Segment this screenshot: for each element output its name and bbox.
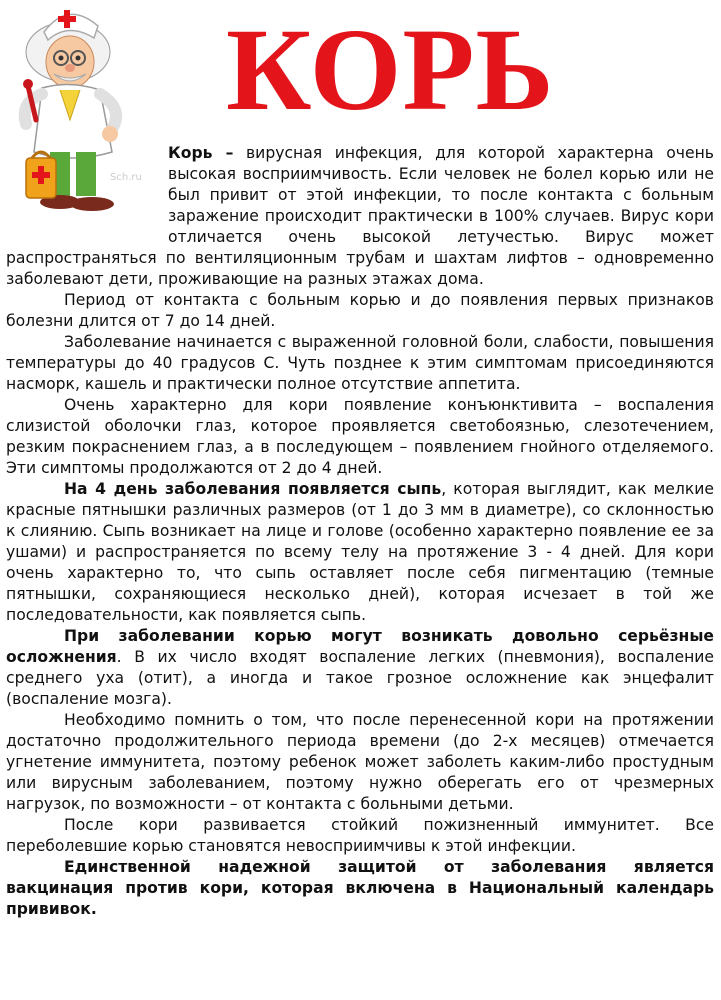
paragraph-immunity-drop: Необходимо помнить о том, что после перенесенной кори на протяжении достаточно продолжительного периода времени (до 2-х месяцев) отмечается угнетение иммунитета, поэтому ребенок может заболеть каким-либо простудным или вирусным заболеванием, поэтому нужно оберегать его от чрезмерных нагрузок, по возможности – от контакта с больными детьми. xyxy=(6,711,714,813)
paragraph-rash: На 4 день заболевания появляется сыпь, которая выглядит, как мелкие красные пятнышки различных размеров (от 1 до 3 мм в диаметре), со склонностью к слиянию. Сыпь возникает на лице и голове (особенно характерно появление ее за ушами) и распространяется по всему телу на протяжение 3 - 4 дней. Для кори очень характерно то, что сыпь оставляет после себя пигментацию (темные пятнышки, сохраняющиеся несколько дней), которая исчезает в той же последовательности, как появляется сыпь. xyxy=(6,480,714,624)
paragraph-incubation: Период от контакта с больным корью и до появления первых признаков болезни длится от 7 до 14 дней. xyxy=(6,291,714,330)
paragraph-complications: При заболевании корью могут возникать довольно серьёзные осложнения. В их число входят воспаление легких (пневмония), воспаление среднего уха (отит), а иногда и такое грозное осложнение как энцефалит (воспаление мозга). xyxy=(6,627,714,708)
paragraph-onset: Заболевание начинается с выраженной головной боли, слабости, повышения температуры до 40 градусов С. Чуть позднее к этим симптомам присоединяются насморк, кашель и практически полное отсутствие аппетита. xyxy=(6,333,714,393)
page-title: КОРЬ xyxy=(226,4,555,135)
watermark-text: Sch.ru xyxy=(110,172,142,183)
paragraph-intro: Корь – вирусная инфекция, для которой характерна очень высокая восприимчивость. Если человек не болел корью или не был привит от этой инфекции, то после контакта с больным заражение происходит практически в 100% случаев. Вирус кори отличается очень высокой летучестью. Вирус может распространяться по вентиляционным трубам и шахтам лифтов – одновременно заболевают дети, проживающие на разных этажах дома. xyxy=(6,144,714,288)
paragraph-vaccination: Единственной надежной защитой от заболевания является вакцинация против кори, которая включена в Национальный календарь прививок. xyxy=(6,858,714,918)
term-bold: Корь – xyxy=(168,144,234,162)
paragraph-lifelong-immunity: После кори развивается стойкий пожизненный иммунитет. Все переболевшие корью становятся невосприимчивы к этой инфекции. xyxy=(6,816,714,855)
article-body xyxy=(6,143,714,920)
paragraph-conjunctivitis: Очень характерно для кори появление конъюнктивита – воспаления слизистой оболочки глаз, которое проявляется светобоязнью, слезотечением, резким покраснением глаз, а в последующем – появлением гнойного отделяемого. Эти симптомы продолжаются от 2 до 4 дней. xyxy=(6,396,714,477)
